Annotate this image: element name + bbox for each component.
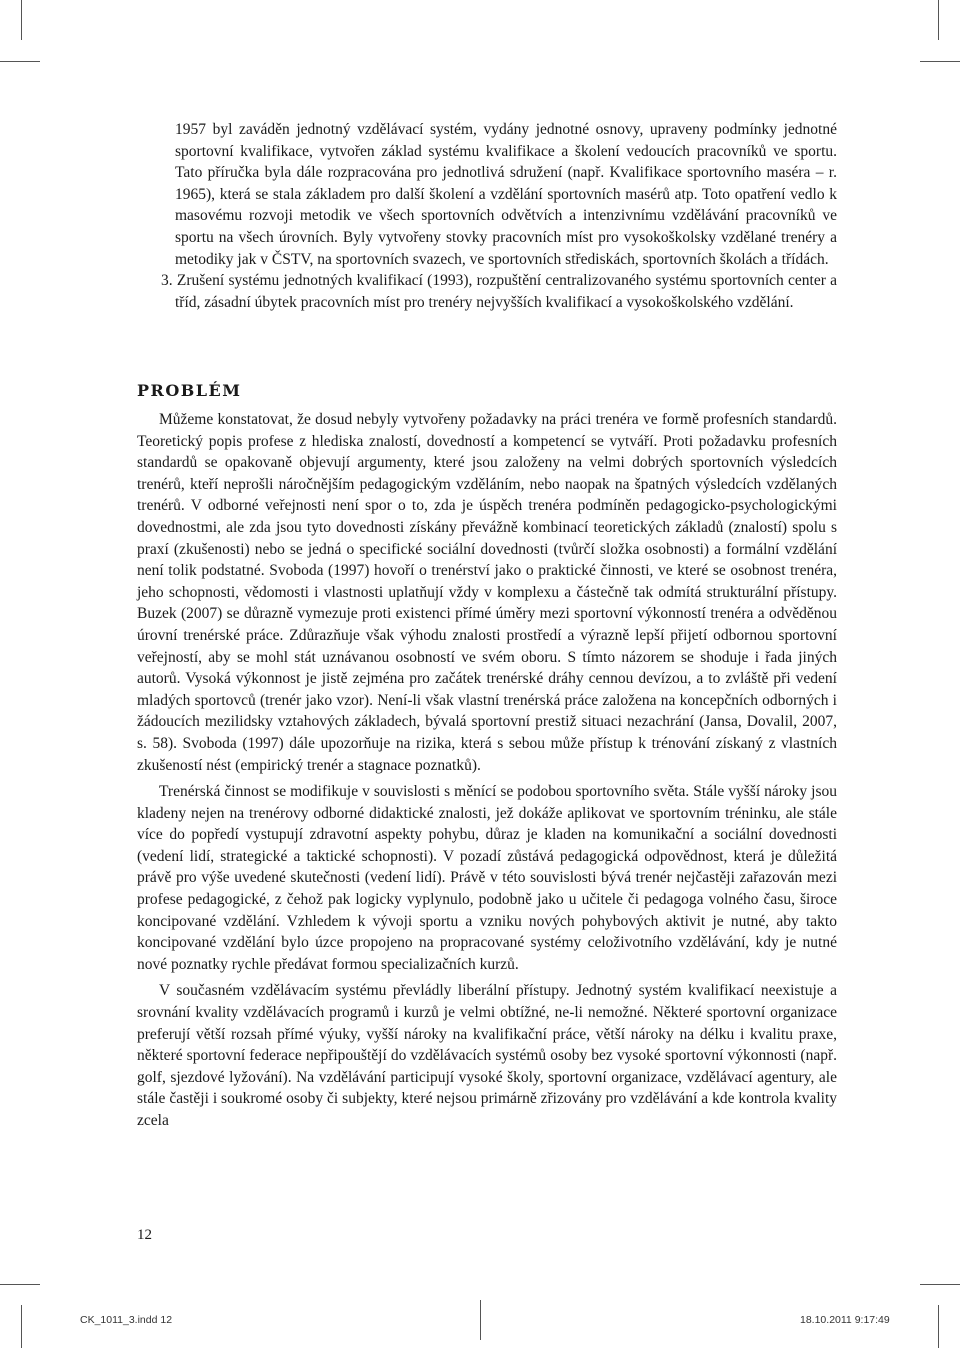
- crop-mark: [938, 0, 939, 40]
- list-section: [137, 119, 837, 313]
- crop-mark: [480, 1300, 481, 1340]
- crop-mark: [938, 1305, 939, 1348]
- section-heading: PROBLÉM: [137, 381, 242, 400]
- crop-mark: [0, 1284, 40, 1285]
- footer-timestamp: 18.10.2011 9:17:49: [800, 1314, 890, 1326]
- paragraph: Trenérská činnost se modifikuje v souvislosti s měnící se podobou sportovního světa. Stále vyšší nároky jsou kladeny nejen na trenérovy odborné didaktické znalosti, jež dokáže aplikovat ve sportovním tréninku, ale stále více do popředí vystupují zdravotní aspekty pohybu, důraz je kladen na komunikační a sociální dovednosti (vedení lidí, strategické a taktické schopnosti). V pozadí zůstává pedagogická odpovědnost, která je důležitá právě pro výše uvedené skutečnosti (vedení lidí). Právě v této souvislosti bývá trenér nejčastěji zařazován mezi profese pedagogické, z čehož pak logicky vyplynulo, podobně jako u učitele či pedagoga volného času, široce koncipované vzdělání. Vzhledem k vývoji sportu a vzniku nových pohybových aktivit je nutné, aby takto koncipované vzdělání bylo úzce propojeno na propracované systémy celoživotního vzdělávání, kdy je nutné nové poznatky rychle předávat formou specializačních kurzů.: [137, 783, 837, 973]
- crop-mark: [920, 1284, 960, 1285]
- body-text: [137, 409, 837, 1132]
- list-item-2-continuation: 1957 byl zaváděn jednotný vzdělávací systém, vydány jednotné osnovy, upraveny podmínky jednotné sportovní kvalifikace, vytvořen základ systému kvalifikace a školení vedoucích pracovníků ve sportu. Tato příručka byla dále rozpracována pro jednotlivá sdružení (např. Kvalifikace sportovního maséra – r. 1965), která se stala základem pro další školení a vzdělání sportovních masérů atp. Toto opatření vedlo k masovému rozvoji metodik ve všech sportovních odvětvích a intenzivnímu vzdělávání pracovníků ve sportu na všech úrovních. Byly vytvořeny stovky pracovních míst pro vysokoškolsky vzdělané trenéry a metodiky jak v ČSTV, na sportovních svazech, ve sportovních střediskách, sportovních školách a třídách.: [175, 121, 837, 268]
- page-number: 12: [137, 1227, 152, 1243]
- list-item-3: 3. Zrušení systému jednotných kvalifikací (1993), rozpuštění centralizovaného systému sportovních center a tříd, zásadní úbytek pracovních míst pro trenéry nejvyšších kvalifikací a vysokoškolského vzdělání.: [161, 272, 837, 311]
- crop-mark: [21, 0, 22, 40]
- crop-mark: [21, 1305, 22, 1348]
- footer-filename: CK_1011_3.indd 12: [80, 1314, 173, 1326]
- crop-mark: [0, 61, 40, 62]
- crop-mark: [920, 61, 960, 62]
- paragraph: V současném vzdělávacím systému převládly liberální přístupy. Jednotný systém kvalifikací neexistuje a srovnání kvality vzdělávacích programů i kurzů je velmi obtížné, ne-li nemožné. Některé sportovní organizace preferují větší rozsah přímé výuky, vyšší nároky na kvalifikační práce, větší nároky na délku i kvalitu praxe, některé sportovní federace nepřipouštějí do vzdělávacích systémů osoby bez vysoké sportovní výkonnosti (např. golf, sjezdové lyžování). Na vzdělávání participují vysoké školy, sportovní organizace, vzdělávací agentury, ale stále častěji i soukromé osoby či subjekty, které nejsou primárně zřizovány pro vzdělávání a kde kontrola kvality zcela: [137, 982, 837, 1129]
- paragraph: Můžeme konstatovat, že dosud nebyly vytvořeny požadavky na práci trenéra ve formě profesních standardů. Teoretický popis profese z hlediska znalostí, dovedností a kompetencí se vytváří. Proti požadavku profesních standardů se opakovaně objevují argumenty, které jsou založeny na velmi dobrých sportovních výsledcích trenérů, kteří neprošli náročnějším pedagogickým vzděláním, nebo naopak na špatných výsledcích vzdělaných trenérů. V odborné veřejnosti není spor o to, zda je úspěch trenéra podmíněn pedagogicko-psychologickými dovednostmi, ale zda jsou tyto dovednosti získány převážně kombinací teoretických základů (znalostí) spolu s praxí (zkušenosti) nebo se jedná o specifické sociální dovednosti (tvůrčí složka osobnosti) a formální vzdělání není tolik podstatné. Svoboda (1997) hovoří o trenérství jako o praktické činnosti, ve které se osobnost trenéra, jeho schopnosti, vědomosti i vlastnosti uplatňují vždy v komplexu a částečně tak odmítá strukturální přístupy. Buzek (2007) se důrazně vymezuje proti existenci přímé úměry mezi sportovní výkonností trenéra a odvěděnou úrovní trenérské práce. Zdůrazňuje však výhodu znalosti prostředí a výrazně lepší přijetí odbornou sportovní veřejností, aby se mohl stát uznávanou osobností ve svém oboru. S tímto názorem se shoduje i řada jiných autorů. Vysoká výkonnost je jistě zejména pro začátek trenérské dráhy cennou devízou, a to zvláště při vedení mladých sportovců (trenér jako vzor). Není-li však vlastní trenérská práce založena na koncepčních odborných i žádoucích mezilidsky vztahových základech, bývalá sportovní prestiž situaci nezachrání (Jansa, Dovalil, 2007, s. 58). Svoboda (1997) dále upozorňuje na rizika, která s sebou může přístup k trénování získaný z vlastních zkušeností nést (empirický trenér a stagnace poznatků).: [137, 411, 837, 774]
